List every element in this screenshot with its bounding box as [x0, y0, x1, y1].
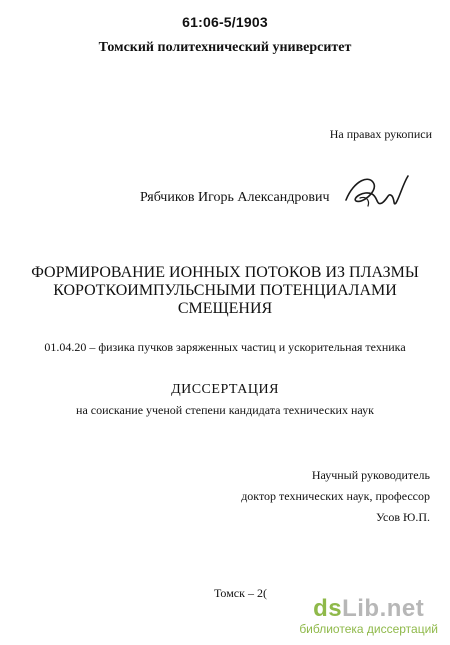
supervisor-role: Научный руководитель	[311, 468, 430, 482]
watermark-logo	[299, 597, 438, 621]
watermark-subtitle: библиотека диссертаций	[299, 622, 438, 636]
city-year: Томск – 2(	[214, 586, 267, 600]
watermark[interactable]	[299, 597, 438, 637]
rights-note: На правах рукописи	[329, 127, 432, 141]
catalog-number: 61:06-5/1903	[182, 14, 268, 30]
title-line: КОРОТКОИМПУЛЬСНЫМИ ПОТЕНЦИАЛАМИ	[53, 282, 397, 299]
supervisor-block	[241, 465, 430, 528]
specialty-code: 01.04.20 – физика пучков заряженных частиц и ускорительная техника	[44, 340, 406, 354]
supervisor-rank: доктор технических наук, профессор	[241, 489, 430, 503]
dissertation-title	[0, 264, 450, 318]
degree-line: на соискание ученой степени кандидата технических наук	[76, 403, 374, 417]
author-name: Рябчиков Игорь Александрович	[140, 190, 330, 205]
university-name: Томский политехнический университет	[98, 40, 352, 55]
supervisor-name: Усов Ю.П.	[375, 510, 430, 524]
watermark-logo-lib: Lib.net	[342, 595, 425, 622]
title-line: СМЕЩЕНИЯ	[177, 300, 273, 317]
signature-icon	[340, 170, 412, 216]
watermark-logo-ds: ds	[313, 595, 343, 622]
document-type: ДИССЕРТАЦИЯ	[171, 382, 279, 397]
title-line: ФОРМИРОВАНИЕ ИОННЫХ ПОТОКОВ ИЗ ПЛАЗМЫ	[31, 264, 419, 281]
